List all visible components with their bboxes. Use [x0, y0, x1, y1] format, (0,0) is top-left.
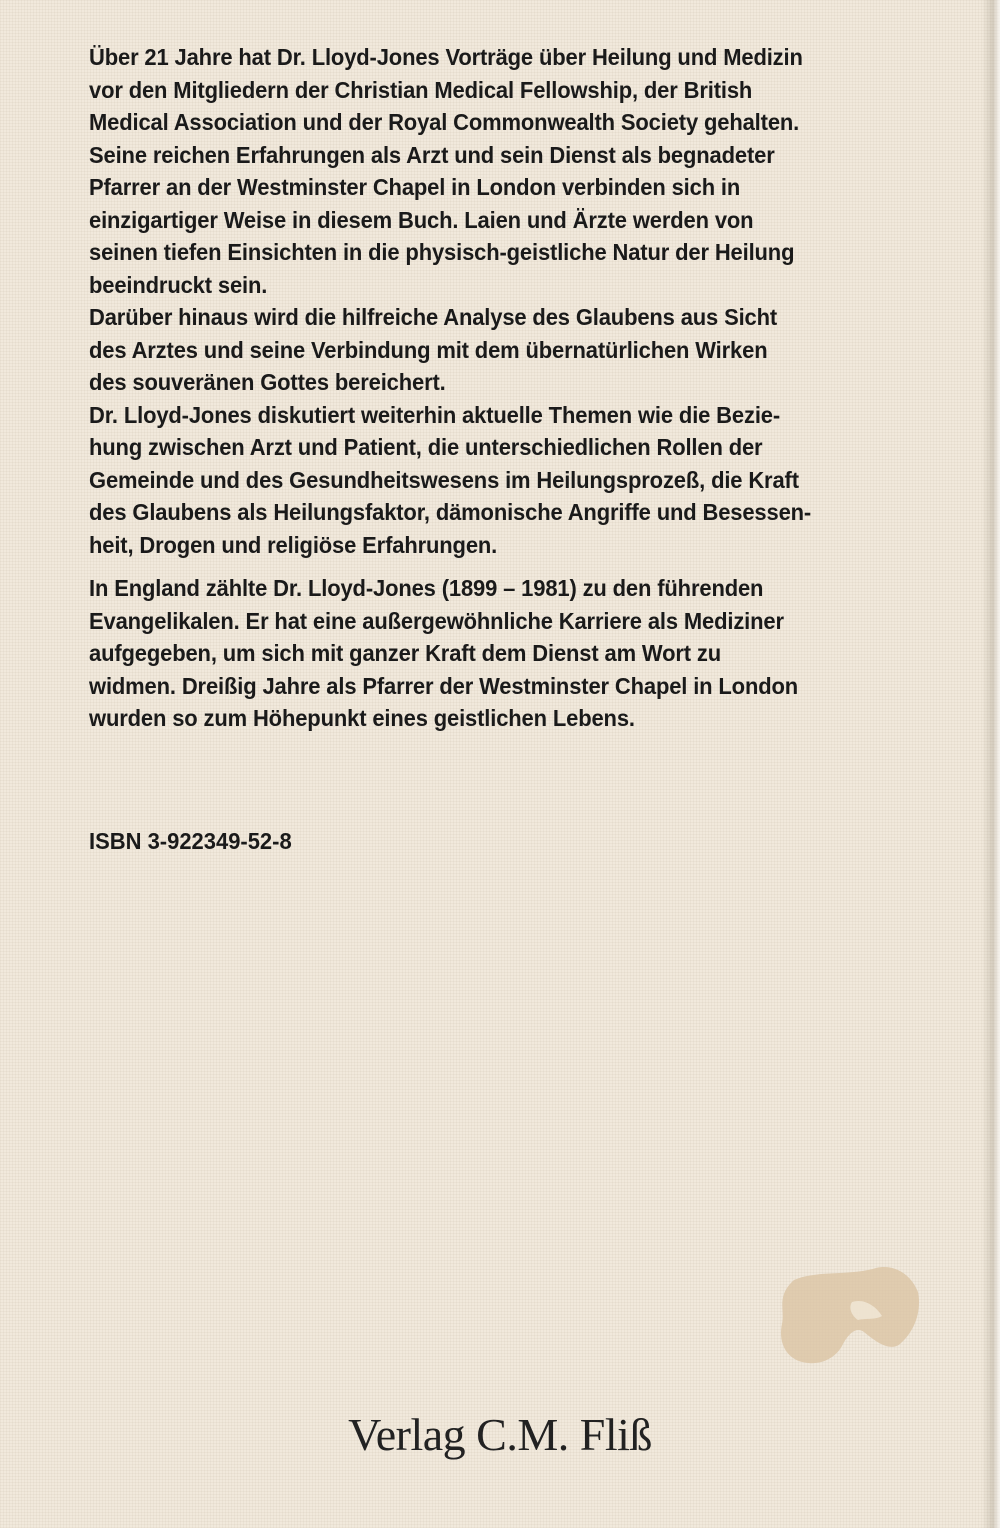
- cover-edge-shadow: [982, 0, 1000, 1528]
- text-line: widmen. Dreißig Jahre als Pfarrer der Westminster Chapel in London: [89, 672, 799, 699]
- text-line: Seine reichen Erfahrungen als Arzt und sein Dienst als begnadeter: [89, 141, 775, 168]
- text-line: heit, Drogen und religiöse Erfahrungen.: [89, 531, 498, 558]
- isbn-number: ISBN 3-922349-52-8: [89, 828, 292, 854]
- author-bio-paragraph: [89, 572, 891, 735]
- blurb-paragraph-3: [89, 399, 891, 562]
- text-line: Medical Association und der Royal Commonwealth Society gehalten.: [89, 109, 800, 135]
- text-line: Pfarrer an der Westminster Chapel in London verbinden sich in: [89, 174, 741, 200]
- text-line: Dr. Lloyd-Jones diskutiert weiterhin aktuelle Themen wie die Bezie-: [89, 401, 781, 428]
- text-line: vor den Mitgliedern der Christian Medical Fellowship, der British: [89, 76, 753, 103]
- text-line: des souveränen Gottes bereichert.: [89, 369, 446, 395]
- text-line: hung zwischen Arzt und Patient, die unterschiedlichen Rollen der: [89, 434, 763, 460]
- text-line: Darüber hinaus wird die hilfreiche Analyse des Glaubens aus Sicht: [89, 304, 778, 330]
- publisher-imprint: Verlag C.M. Fliß: [348, 1409, 652, 1460]
- text-line: beeindruckt sein.: [89, 271, 268, 298]
- text-line: Evangelikalen. Er hat eine außergewöhnliche Karriere als Mediziner: [89, 607, 784, 634]
- back-cover-blurb: [89, 41, 891, 735]
- text-line: des Glaubens als Heilungsfaktor, dämonische Angriffe und Besessen-: [89, 499, 812, 525]
- text-line: Gemeinde und des Gesundheitswesens im Heilungsprozeß, die Kraft: [89, 466, 799, 493]
- text-line: des Arztes und seine Verbindung mit dem übernatürlichen Wirken: [89, 336, 768, 363]
- text-line: seinen tiefen Einsichten in die physisch-geistliche Natur der Heilung: [89, 239, 795, 265]
- text-line: einzigartiger Weise in diesem Buch. Laien und Ärzte werden von: [89, 206, 754, 233]
- text-line: aufgegeben, um sich mit ganzer Kraft dem Dienst am Wort zu: [89, 640, 722, 666]
- blurb-paragraph-2: [89, 301, 891, 399]
- text-line: wurden so zum Höhepunkt eines geistlichen Lebens.: [89, 705, 635, 731]
- text-line: Über 21 Jahre hat Dr. Lloyd-Jones Vorträge über Heilung und Medizin: [89, 44, 803, 70]
- paper-stain: [772, 1262, 922, 1372]
- blurb-paragraph-1: [89, 41, 891, 301]
- text-line: In England zählte Dr. Lloyd-Jones (1899 – 1981) zu den führenden: [89, 575, 764, 601]
